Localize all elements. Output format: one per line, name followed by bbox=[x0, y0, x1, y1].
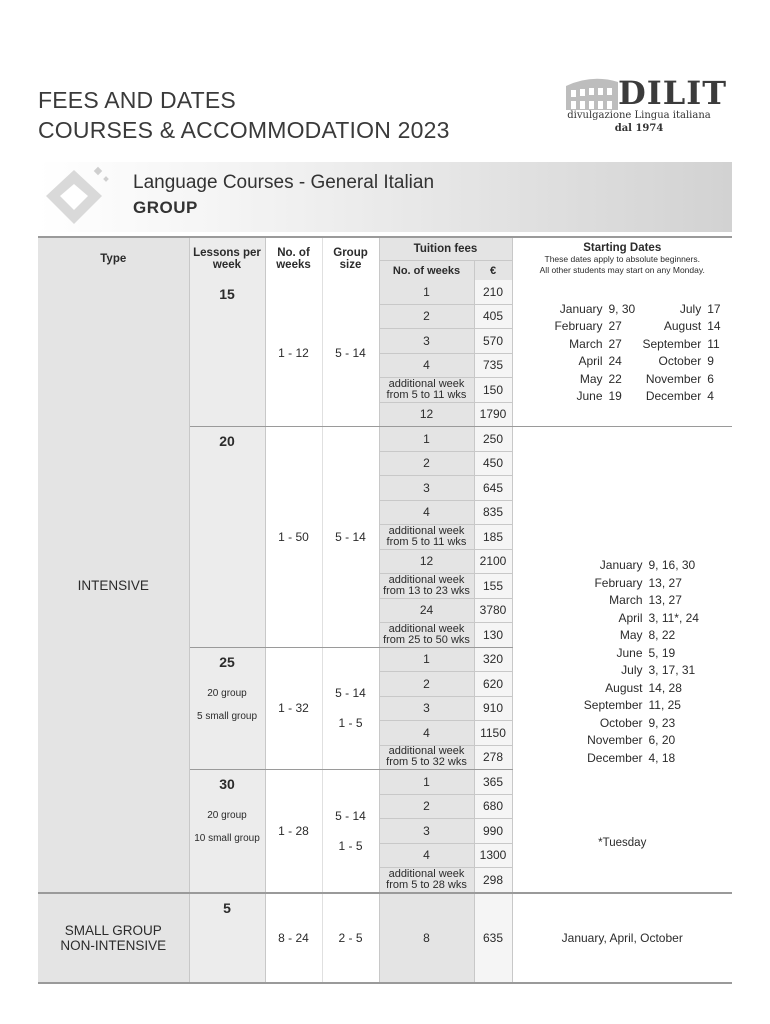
fee-cell: 680 bbox=[474, 794, 512, 819]
dates-other-grid bbox=[513, 557, 733, 767]
fee-cell: 405 bbox=[474, 304, 512, 329]
lessons-value: 5 bbox=[223, 899, 231, 916]
header-type: Type bbox=[38, 237, 189, 280]
date-days: 3, 17, 31 bbox=[648, 663, 696, 677]
dates-other-cell bbox=[512, 427, 732, 893]
fee-cell: 278 bbox=[474, 745, 512, 770]
date-month: June bbox=[576, 389, 603, 403]
weeks-cell: 1 - 50 bbox=[265, 427, 322, 648]
lessons-sub-small: 10 small group bbox=[194, 833, 260, 844]
date-month: December bbox=[645, 389, 702, 403]
type-small-group-line2: NON-INTENSIVE bbox=[60, 937, 167, 953]
banner-title: GROUP bbox=[133, 198, 198, 217]
header-lessons: Lessons per week bbox=[189, 237, 265, 280]
group-size-cell: 5 - 14 bbox=[322, 280, 379, 427]
additional-week-label: additional week bbox=[388, 867, 465, 880]
additional-week-range: from 5 to 11 wks bbox=[386, 535, 467, 548]
header-tuition: Tuition fees bbox=[379, 237, 512, 261]
tuition-weeks-cell: 2 bbox=[379, 672, 474, 697]
date-days: 6, 20 bbox=[648, 733, 676, 747]
additional-week-range: from 13 to 23 wks bbox=[383, 584, 470, 597]
fee-cell: 155 bbox=[474, 574, 512, 599]
header-group-size: Group size bbox=[322, 237, 379, 280]
logo-since: dal 1974 bbox=[614, 123, 664, 134]
fee-cell: 298 bbox=[474, 868, 512, 893]
additional-week-label: additional week bbox=[388, 622, 465, 635]
fee-cell: 2100 bbox=[474, 549, 512, 574]
fee-cell: 250 bbox=[474, 427, 512, 452]
dilit-logo bbox=[560, 72, 732, 142]
colosseum-icon bbox=[562, 72, 622, 112]
fee-cell: 910 bbox=[474, 696, 512, 721]
tuesday-note: *Tuesday bbox=[598, 837, 647, 849]
tuition-weeks-cell: 8 bbox=[379, 893, 474, 983]
logo-wordmark: DILIT bbox=[618, 74, 727, 112]
fee-cell: 635 bbox=[474, 893, 512, 983]
weeks-cell: 8 - 24 bbox=[265, 893, 322, 983]
lessons-cell bbox=[189, 280, 265, 427]
additional-week-cell bbox=[379, 574, 474, 599]
additional-week-cell bbox=[379, 745, 474, 770]
date-days: 9 bbox=[707, 354, 714, 368]
diamond-icon bbox=[38, 164, 118, 230]
date-days: 17 bbox=[707, 301, 721, 316]
additional-week-cell bbox=[379, 868, 474, 893]
date-month: July bbox=[679, 301, 702, 316]
date-month: December bbox=[587, 750, 643, 765]
fee-cell: 645 bbox=[474, 476, 512, 501]
additional-week-cell bbox=[379, 623, 474, 648]
fee-cell: 1790 bbox=[474, 402, 512, 427]
date-month: April bbox=[618, 610, 643, 625]
tuition-weeks-cell: 24 bbox=[379, 598, 474, 623]
date-days: 14 bbox=[707, 319, 721, 333]
additional-week-range: from 25 to 50 wks bbox=[383, 633, 470, 646]
lessons-sub-group: 20 group bbox=[207, 810, 247, 821]
group-size-cell bbox=[322, 647, 379, 770]
table-row bbox=[38, 280, 732, 304]
tuition-weeks-cell: 3 bbox=[379, 819, 474, 844]
date-month: September bbox=[583, 698, 643, 712]
tuition-weeks-cell: 4 bbox=[379, 721, 474, 746]
lessons-cell bbox=[189, 893, 265, 983]
header-weeks: No. of weeks bbox=[265, 237, 322, 280]
fee-cell: 990 bbox=[474, 819, 512, 844]
fee-cell: 210 bbox=[474, 280, 512, 304]
tuition-weeks-cell: 12 bbox=[379, 402, 474, 427]
additional-week-label: additional week bbox=[388, 745, 465, 758]
group-size-small: 1 - 5 bbox=[338, 716, 363, 731]
tuition-weeks-cell: 4 bbox=[379, 500, 474, 525]
fee-cell: 735 bbox=[474, 353, 512, 378]
tuition-weeks-cell: 3 bbox=[379, 329, 474, 354]
date-days: 19 bbox=[608, 389, 622, 403]
page-title-line2: COURSES & ACCOMMODATION 2023 bbox=[38, 117, 450, 143]
fee-cell: 570 bbox=[474, 329, 512, 354]
starting-dates-title: Starting Dates bbox=[583, 242, 662, 254]
tuition-weeks-cell: 4 bbox=[379, 353, 474, 378]
date-month: September bbox=[642, 336, 702, 351]
table-row-small-group bbox=[38, 893, 732, 983]
date-month: April bbox=[578, 354, 603, 368]
tuition-weeks-cell: 2 bbox=[379, 451, 474, 476]
type-small-group-line1: SMALL GROUP bbox=[64, 922, 162, 938]
lessons-value: 15 bbox=[219, 286, 235, 302]
lessons-value: 30 bbox=[219, 776, 235, 792]
date-days: 5, 19 bbox=[648, 645, 676, 660]
date-month: November bbox=[587, 733, 643, 747]
lessons-value: 25 bbox=[219, 653, 235, 670]
fee-cell: 1150 bbox=[474, 721, 512, 746]
tuition-weeks-cell: 1 bbox=[379, 647, 474, 672]
date-month: January bbox=[559, 301, 603, 316]
date-days: 14, 28 bbox=[648, 680, 682, 695]
lessons-sub-group: 20 group bbox=[207, 687, 247, 699]
type-intensive bbox=[38, 280, 189, 893]
date-days: 22 bbox=[608, 371, 622, 386]
fee-cell: 620 bbox=[474, 672, 512, 697]
tuition-weeks-cell: 4 bbox=[379, 843, 474, 868]
additional-week-cell bbox=[379, 525, 474, 550]
date-days: 13, 27 bbox=[648, 575, 682, 590]
starting-note-2: All other students may start on any Monday. bbox=[539, 265, 705, 275]
date-month: October bbox=[599, 715, 643, 730]
date-days: 9, 16, 30 bbox=[648, 558, 696, 572]
tuition-weeks-cell: 2 bbox=[379, 794, 474, 819]
tuition-weeks-cell: 12 bbox=[379, 549, 474, 574]
date-days: 27 bbox=[608, 319, 622, 333]
group-size-cell: 2 - 5 bbox=[322, 893, 379, 983]
date-days: 6 bbox=[707, 371, 714, 386]
group-size-normal: 5 - 14 bbox=[335, 686, 366, 701]
additional-week-range: from 5 to 28 wks bbox=[386, 878, 467, 891]
date-days: 8, 22 bbox=[648, 628, 676, 642]
additional-week-label: additional week bbox=[388, 524, 465, 537]
date-month: March bbox=[609, 593, 643, 607]
date-days: 11 bbox=[707, 336, 720, 351]
group-size-cell bbox=[322, 770, 379, 893]
additional-week-range: from 5 to 11 wks bbox=[386, 388, 467, 401]
tuition-weeks-cell: 1 bbox=[379, 280, 474, 304]
fee-cell: 365 bbox=[474, 770, 512, 795]
starting-note-1: These dates apply to absolute beginners. bbox=[544, 254, 700, 264]
tuition-weeks-cell: 1 bbox=[379, 770, 474, 795]
group-size-normal: 5 - 14 bbox=[335, 808, 366, 823]
banner-subtitle: Language Courses - General Italian bbox=[133, 172, 435, 193]
tuition-weeks-cell: 3 bbox=[379, 696, 474, 721]
date-days: 13, 27 bbox=[648, 593, 682, 607]
date-days: 9, 23 bbox=[648, 715, 676, 730]
date-month: June bbox=[616, 645, 643, 660]
fee-cell: 150 bbox=[474, 378, 512, 403]
type-intensive-label: INTENSIVE bbox=[77, 578, 149, 594]
tuition-weeks-cell: 2 bbox=[379, 304, 474, 329]
fee-cell: 185 bbox=[474, 525, 512, 550]
type-small-group bbox=[38, 893, 189, 983]
fee-cell: 320 bbox=[474, 647, 512, 672]
logo-tagline: divulgazione Lingua italiana bbox=[567, 110, 711, 121]
date-month: May bbox=[619, 628, 643, 642]
date-month: October bbox=[658, 354, 702, 368]
lessons-cell bbox=[189, 427, 265, 648]
date-days: 3, 11*, 24 bbox=[648, 610, 699, 625]
additional-week-range: from 5 to 32 wks bbox=[386, 756, 467, 769]
weeks-cell: 1 - 12 bbox=[265, 280, 322, 427]
tuition-weeks-cell: 3 bbox=[379, 476, 474, 501]
lessons-sub-small: 5 small group bbox=[196, 710, 258, 722]
lessons-value: 20 bbox=[219, 433, 235, 449]
additional-week-label: additional week bbox=[388, 377, 465, 390]
fees-table bbox=[38, 236, 732, 984]
page-title-line1: FEES AND DATES bbox=[38, 87, 236, 113]
date-days: 24 bbox=[608, 354, 622, 368]
weeks-cell: 1 - 28 bbox=[265, 770, 322, 893]
header-tuition-weeks: No. of weeks bbox=[379, 261, 474, 281]
lessons-cell bbox=[189, 770, 265, 893]
date-month: August bbox=[663, 319, 702, 333]
fee-cell: 3780 bbox=[474, 598, 512, 623]
dates-15-grid bbox=[525, 301, 723, 406]
date-month: March bbox=[569, 336, 603, 351]
date-days: 9, 30 bbox=[608, 301, 636, 316]
lessons-cell bbox=[189, 647, 265, 770]
fee-cell: 835 bbox=[474, 500, 512, 525]
date-month: January bbox=[599, 558, 643, 572]
tuition-weeks-cell: 1 bbox=[379, 427, 474, 452]
weeks-cell: 1 - 32 bbox=[265, 647, 322, 770]
small-group-dates: January, April, October bbox=[512, 893, 732, 983]
date-days: 4 bbox=[707, 389, 714, 403]
date-days: 11, 25 bbox=[648, 698, 681, 712]
date-month: February bbox=[594, 575, 643, 590]
additional-week-cell bbox=[379, 378, 474, 403]
group-size-cell: 5 - 14 bbox=[322, 427, 379, 648]
fee-cell: 450 bbox=[474, 451, 512, 476]
date-month: February bbox=[554, 319, 603, 333]
additional-week-label: additional week bbox=[388, 573, 465, 586]
date-month: November bbox=[645, 371, 702, 386]
date-month: July bbox=[621, 663, 643, 677]
dates-15-cell bbox=[512, 280, 732, 427]
fee-cell: 1300 bbox=[474, 843, 512, 868]
date-days: 27 bbox=[608, 336, 622, 351]
fee-cell: 130 bbox=[474, 623, 512, 648]
date-month: May bbox=[579, 371, 603, 386]
group-size-small: 1 - 5 bbox=[338, 838, 363, 853]
header-tuition-euro: € bbox=[474, 261, 512, 281]
course-banner bbox=[38, 162, 732, 232]
date-month: August bbox=[605, 680, 643, 695]
header-starting-dates bbox=[512, 237, 732, 280]
date-days: 4, 18 bbox=[648, 750, 676, 765]
